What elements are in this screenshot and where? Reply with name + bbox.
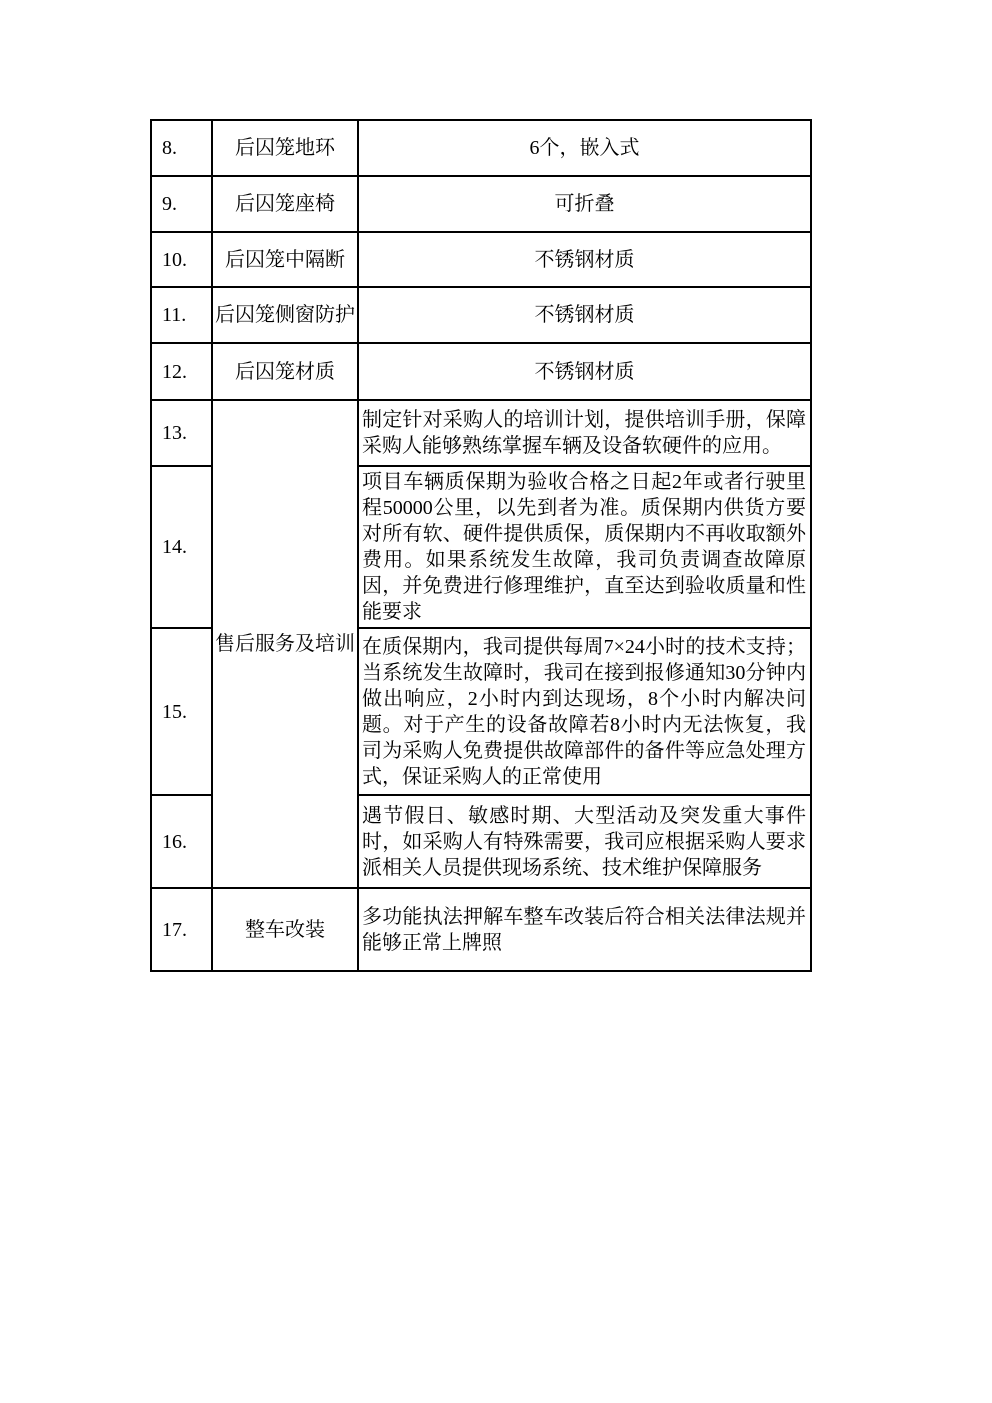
- table-row: [151, 888, 811, 971]
- row-number-cell: 16.: [151, 795, 212, 888]
- row-number-cell: 17.: [151, 888, 212, 971]
- row-number-cell: 15.: [151, 628, 212, 795]
- table-row: [151, 176, 811, 232]
- item-label-cell: 售后服务及培训: [212, 400, 358, 888]
- item-value-cell: 不锈钢材质: [358, 287, 811, 343]
- row-number-cell: 14.: [151, 466, 212, 628]
- table-row: [151, 287, 811, 343]
- item-label-cell: 后囚笼座椅: [212, 176, 358, 232]
- table-row: [151, 343, 811, 400]
- row-number-cell: 8.: [151, 120, 212, 176]
- item-label-cell: 后囚笼地环: [212, 120, 358, 176]
- table-row: [151, 400, 811, 466]
- row-number-cell: 13.: [151, 400, 212, 466]
- item-value-cell: 项目车辆质保期为验收合格之日起2年或者行驶里程50000公里，以先到者为准。质保期内供货方要对所有软、硬件提供质保，质保期内不再收取额外费用。如果系统发生故障，我司负责调查故障原因，并免费进行修理维护，直至达到验收质量和性能要求: [358, 466, 811, 628]
- item-value-cell: 不锈钢材质: [358, 343, 811, 400]
- row-number-cell: 12.: [151, 343, 212, 400]
- item-value-cell: 多功能执法押解车整车改装后符合相关法律法规并能够正常上牌照: [358, 888, 811, 971]
- row-number-cell: 11.: [151, 287, 212, 343]
- item-value-cell: 6个，嵌入式: [358, 120, 811, 176]
- item-value-cell: 可折叠: [358, 176, 811, 232]
- item-label-cell: 后囚笼侧窗防护: [212, 287, 358, 343]
- item-value-cell: 不锈钢材质: [358, 232, 811, 287]
- spec-table: [150, 119, 812, 972]
- item-value-cell: 制定针对采购人的培训计划，提供培训手册，保障采购人能够熟练掌握车辆及设备软硬件的应用。: [358, 400, 811, 466]
- item-label-cell: 后囚笼中隔断: [212, 232, 358, 287]
- item-value-cell: 遇节假日、敏感时期、大型活动及突发重大事件时，如采购人有特殊需要，我司应根据采购人要求派相关人员提供现场系统、技术维护保障服务: [358, 795, 811, 888]
- item-value-cell: 在质保期内，我司提供每周7×24小时的技术支持；当系统发生故障时，我司在接到报修通知30分钟内做出响应，2小时内到达现场，8个小时内解决问题。对于产生的设备故障若8小时内无法恢复，我司为采购人免费提供故障部件的备件等应急处理方式，保证采购人的正常使用: [358, 628, 811, 795]
- item-label-cell: 整车改装: [212, 888, 358, 971]
- table-row: [151, 232, 811, 287]
- row-number-cell: 10.: [151, 232, 212, 287]
- row-number-cell: 9.: [151, 176, 212, 232]
- item-label-cell: 后囚笼材质: [212, 343, 358, 400]
- table-row: [151, 120, 811, 176]
